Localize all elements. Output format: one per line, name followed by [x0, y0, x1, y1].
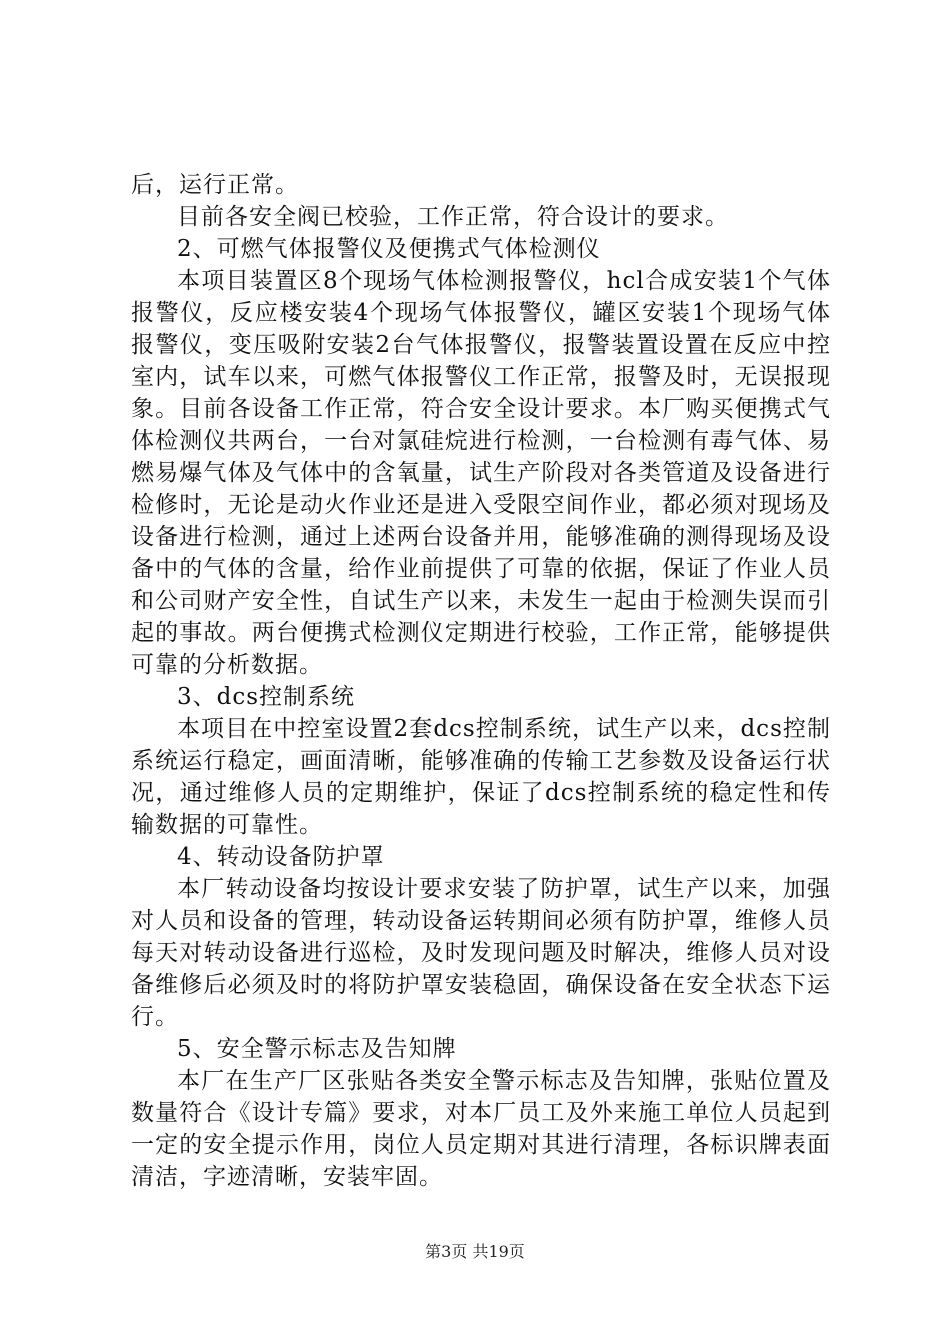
paragraph-guard: 本厂转动设备均按设计要求安装了防护罩，试生产以来，加强对人员和设备的管理，转动设备运转期间必须有防护罩，维修人员每天对转动设备进行巡检，及时发现问题及时解决，维修人员对设备维修后必须及时的将防护罩安装稳固，确保设备在安全状态下运行。: [131, 876, 831, 1030]
page-number-footer: 第3页 共19页: [425, 1242, 525, 1261]
paragraph-warning-signs: 本厂在生产厂区张贴各类安全警示标志及告知牌，张贴位置及数量符合《设计专篇》要求，对本厂员工及外来施工单位人员起到一定的安全提示作用，岗位人员定期对其进行清理，各标识牌表面清洁，字迹清晰，安装牢固。: [131, 1068, 831, 1190]
paragraph-continuation: 后，运行正常。: [131, 172, 299, 198]
paragraph-gas-detector: 本项目装置区8个现场气体检测报警仪，hcl合成安装1个气体报警仪，反应楼安装4个现场气体报警仪，罐区安装1个现场气体报警仪，变压吸附安装2台气体报警仪，报警装置设置在反应中控室内，试车以来，可燃气体报警仪工作正常，报警及时，无误报现象。目前各设备工作正常，符合安全设计要求。本厂购买便携式气体检测仪共两台，一台对氯硅烷进行检测，一台检测有毒气体、易燃易爆气体及气体中的含氧量，试生产阶段对各类管道及设备进行检修时，无论是动火作业还是进入受限空间作业，都必须对现场及设备进行检测，通过上述两台设备并用，能够准确的测得现场及设备中的气体的含量，给作业前提供了可靠的依据，保证了作业人员和公司财产安全性，自试生产以来，未发生一起由于检测失误而引起的事故。两台便携式检测仪定期进行校验，工作正常，能够提供可靠的分析数据。: [131, 268, 831, 678]
paragraph-dcs: 本项目在中控室设置2套dcs控制系统，试生产以来，dcs控制系统运行稳定，画面清晰，能够准确的传输工艺参数及设备运行状况，通过维修人员的定期维护，保证了dcs控制系统的稳定性和传输数据的可靠性。: [131, 716, 831, 838]
section-heading-gas-detector: 2、可燃气体报警仪及便携式气体检测仪: [177, 236, 601, 262]
section-heading-warning-signs: 5、安全警示标志及告知牌: [177, 1036, 457, 1062]
section-heading-guard: 4、转动设备防护罩: [177, 844, 385, 870]
section-heading-dcs: 3、dcs控制系统: [177, 684, 356, 710]
paragraph-safety-valve: 目前各安全阀已校验，工作正常，符合设计的要求。: [177, 204, 729, 230]
document-body: [131, 169, 831, 1193]
